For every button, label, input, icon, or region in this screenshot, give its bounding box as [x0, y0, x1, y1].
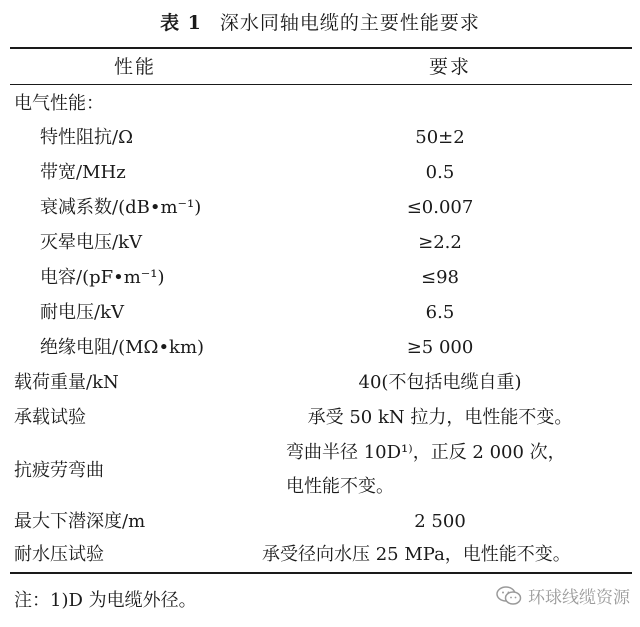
table-row	[0, 331, 640, 365]
row-property: 电容/(pF•m⁻¹)	[40, 267, 165, 288]
wechat-icon	[496, 586, 522, 606]
row-property: 带宽/MHz	[40, 162, 126, 183]
table-row	[0, 87, 640, 121]
table-row	[0, 191, 640, 225]
top-rule	[10, 47, 632, 49]
row-requirement: 承受 50 kN 拉力，电性能不变。	[307, 407, 573, 428]
row-property: 耐电压/kV	[40, 302, 124, 323]
row-requirement: ≤98	[421, 267, 459, 288]
row-requirement-line: 弯曲半径 10D¹⁾，正反 2 000 次，	[286, 442, 566, 463]
table-row	[0, 121, 640, 155]
row-property: 衰减系数/(dB•m⁻¹)	[40, 197, 202, 218]
table-footnote: 注：1)D 为电缆外径。	[14, 590, 197, 611]
table-row	[0, 156, 640, 190]
table-row	[0, 401, 640, 435]
table-row	[0, 436, 640, 506]
watermark	[496, 583, 630, 608]
table-row	[0, 226, 640, 260]
row-requirement: 50±2	[415, 127, 465, 148]
row-property: 承载试验	[14, 407, 86, 428]
row-requirement: ≤0.007	[406, 197, 474, 218]
table-row	[0, 296, 640, 330]
row-property: 载荷重量/kN	[14, 372, 119, 393]
row-requirement: 6.5	[425, 302, 455, 323]
row-requirement: 0.5	[425, 162, 455, 183]
row-property: 最大下潜深度/m	[14, 511, 146, 532]
row-property: 抗疲劳弯曲	[14, 460, 104, 481]
table-row	[0, 261, 640, 295]
bottom-rule	[10, 572, 632, 574]
table-number: 表 1	[160, 12, 202, 34]
table-row	[0, 538, 640, 572]
row-requirement: ≥2.2	[418, 232, 462, 253]
row-requirement: 2 500	[414, 511, 466, 532]
row-requirement: ≥5 000	[406, 337, 474, 358]
row-property: 特性阻抗/Ω	[40, 127, 133, 148]
row-property: 耐水压试验	[14, 544, 104, 565]
row-property: 电气性能：	[14, 93, 104, 114]
table-title: 深水同轴电缆的主要性能要求	[219, 12, 480, 34]
table-row	[0, 366, 640, 400]
row-property: 灭晕电压/kV	[40, 232, 142, 253]
header-rule	[10, 84, 632, 85]
table-caption	[0, 8, 640, 35]
row-property: 绝缘电阻/(MΩ•km)	[40, 337, 205, 358]
table-row	[0, 505, 640, 539]
column-header-property: 性能	[113, 56, 156, 78]
watermark-text: 环球线缆资源	[528, 588, 630, 608]
row-requirement-line: 电性能不变。	[286, 476, 394, 497]
row-requirement: 承受径向水压 25 MPa，电性能不变。	[262, 544, 571, 565]
row-requirement: 40(不包括电缆自重)	[358, 372, 522, 393]
row-requirement	[286, 436, 636, 504]
column-header-requirement: 要求	[428, 56, 471, 78]
